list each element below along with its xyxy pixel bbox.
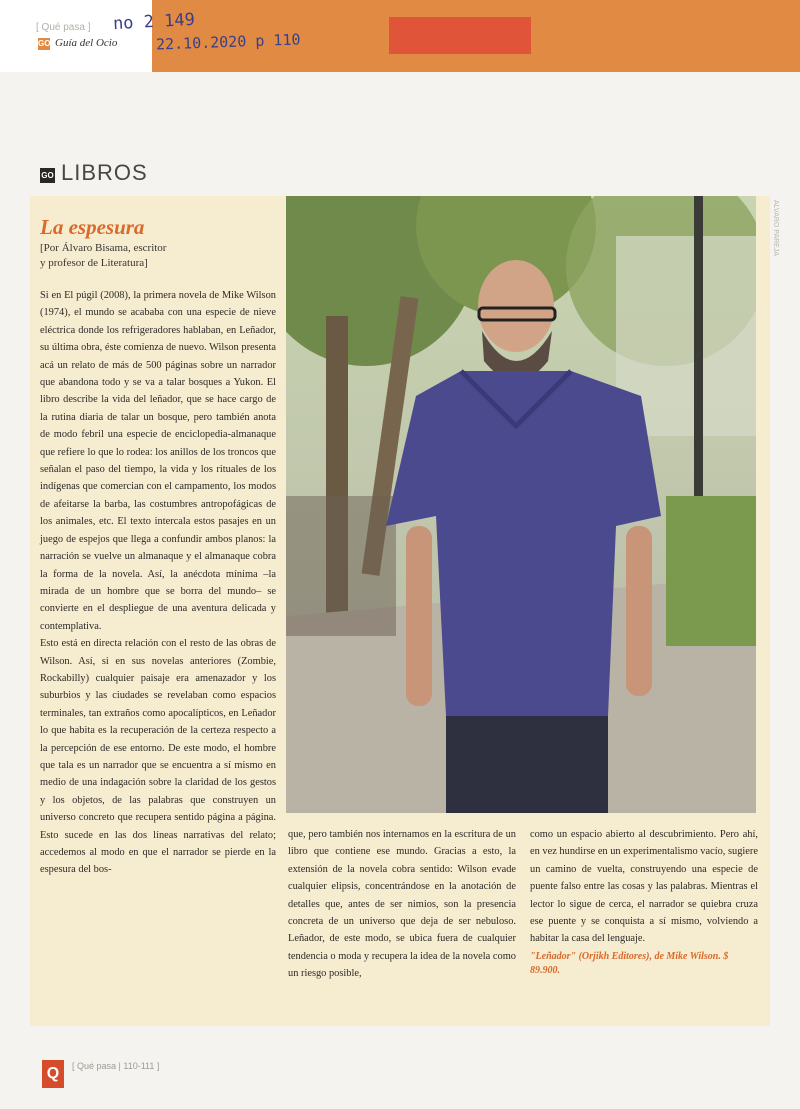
orange-square-icon: GO — [38, 39, 51, 48]
handwritten-date-note: 22.10.2020 p 110 — [155, 30, 301, 54]
byline — [40, 241, 280, 271]
article-column-1 — [40, 287, 276, 879]
article-column-3 — [530, 826, 758, 978]
article-title: La espesura — [40, 215, 145, 239]
section-small-label: [ Qué pasa ] — [36, 22, 91, 33]
byline-line-2: y profesor de Literatura] — [40, 257, 148, 269]
header-red-box — [389, 17, 531, 54]
paragraph: Esto está en directa relación con el resto de las obras de Wilson. Así, si en sus novelas anteriores (Zombie, Rockabilly) cualquier paisaje era amenazador y los suburbios y las ciudades se revelaban como espacios terminales, tan extraños como apocalípticos, en Leñador lo que habita es la recuperación de la certeza respecto a la percepción de ese entorno. De este modo, el hombre que tala es un narrador que se encuentra a sí mismo en medio de una indagación sobre la claridad de los gestos y los objetos, de las palabras que construyen un universo concreto que recupera sentido página a página. Esto sucede en las dos líneas narrativas del relato; accedemos al modo en que el narrador se pierde en la espesura del bos- — [40, 638, 276, 876]
article-column-2 — [288, 826, 516, 983]
paragraph: que, pero también nos internamos en la escritura de un libro que contiene ese mundo. Gracias a esto, la extensión de la novela cobra sentido: Wilson evade cualquier elipsis, concentrándose en la anotación de detalles que, antes de ser nimios, son la presencia concreta de un universo que deja de ser nebuloso. Leñador, de este modo, se ubica fuera de cualquier tendencia o moda y recupera la idea de la novela como un riesgo posible, — [288, 829, 516, 980]
header-white-box — [0, 0, 152, 72]
byline-line-1: [Por Álvaro Bisama, escritor — [40, 242, 167, 254]
photo-credit: ALVARO PAREJA — [772, 200, 779, 257]
book-credit: "Leñador" (Orjikh Editores), de Mike Wilson. $ 89.900. — [530, 950, 729, 976]
guide-label: Guía del Ocio — [55, 37, 118, 49]
handwritten-note: no 2 149 — [112, 9, 196, 35]
section-icon: GO — [40, 168, 55, 183]
magazine-logo: Q — [42, 1060, 64, 1088]
page-footer: [ Qué pasa | 110-111 ] — [72, 1061, 160, 1071]
author-photo-illustration — [286, 196, 756, 813]
author-photo — [286, 196, 756, 813]
section-title: LIBROS — [61, 160, 148, 185]
paragraph: como un espacio abierto al descubrimiento. Pero ahí, en vez hundirse en un experimentalismo vacío, sugiere un camino de vuelta, construyendo una especie de puente falso entre las cosas y las palabras. Mientras el lector lo sigue de cerca, el narrador se quiebra cruza ese puente y se conquista a sí mismo, volviendo a habitar la casa del lenguaje. — [530, 829, 758, 945]
paragraph: Si en El púgil (2008), la primera novela de Mike Wilson (1974), el mundo se acababa con una especie de nieve eléctrica donde los refrigeradores hablaban, en Leñador, su última obra, éste comienza de nuevo. Wilson presenta acá un relato de más de 500 páginas sobre un narrador que abandona todo y se va a talar bosques a Yukon. El libro describe la vida del leñador, que se hace cargo de la rutina diaria de talar un bosque, pero también anota de modo febril una especie de enciclopedia-almanaque que refiere lo que lo rodea: los anillos de los troncos que señalan el paso del tiempo, la vida y los rituales de los indígenas que comercian con el campamento, los modos de afeitarse la barba, las costumbres antropofágicas de los animales, etc. El texto intercala estos pasajes en un juego de espejos que llega a confundir ambos planos: la narración se vuelve un almanaque y el almanaque cobra la forma de la novela. Así, la anécdota mínima –la mirada de un hombre que se borra del mundo– se convierte en el despliegue de una aventura delicada y contemplativa. — [40, 290, 276, 632]
